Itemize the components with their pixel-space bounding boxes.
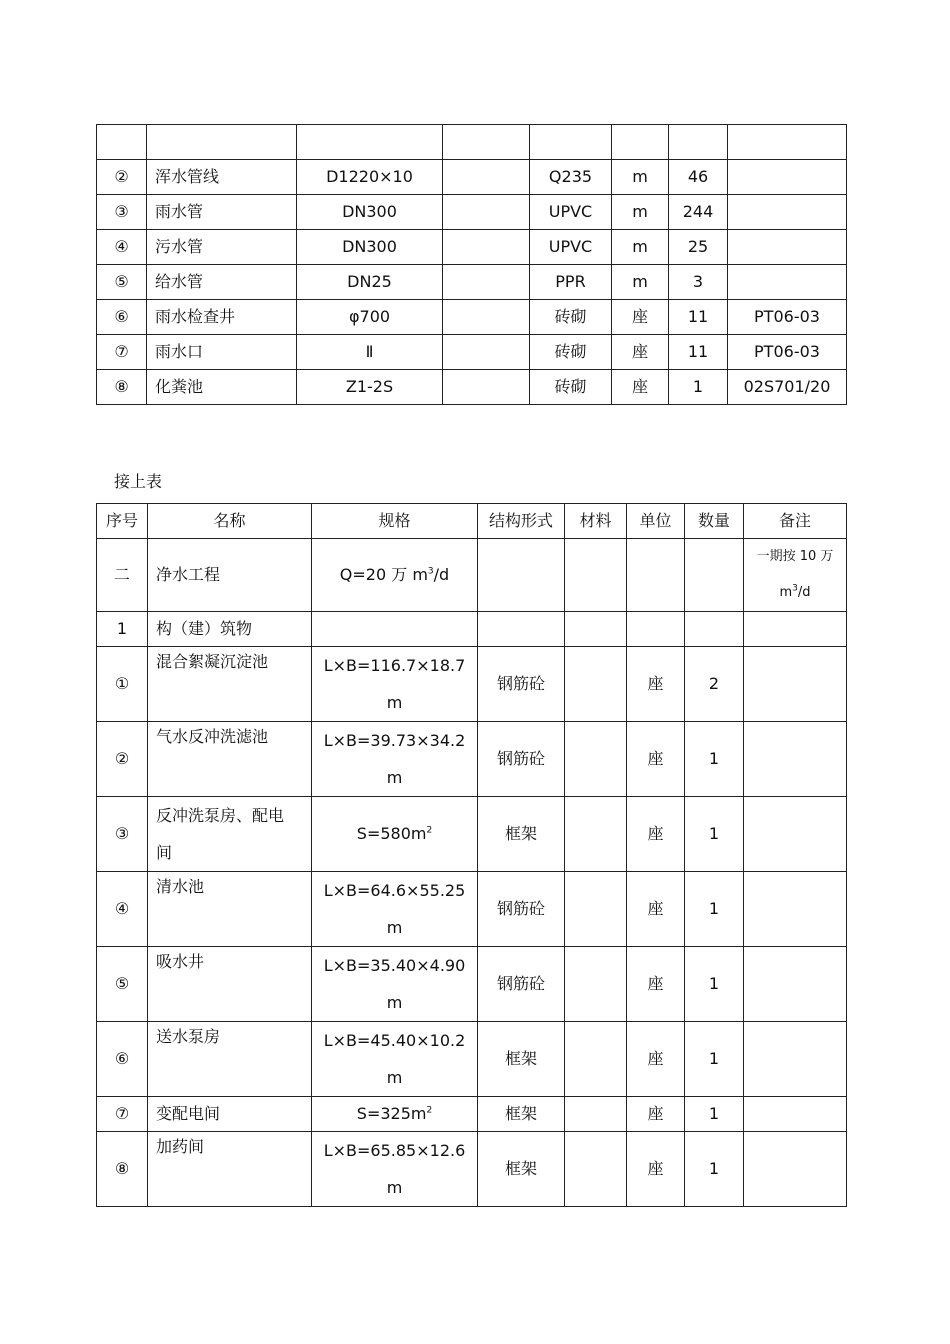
table-row	[97, 1022, 847, 1097]
section-row	[97, 539, 847, 612]
row-spec: L×B=64.6×55.25 m	[312, 872, 478, 947]
row-material: Q235	[530, 160, 612, 195]
header-spec: 规格	[312, 504, 478, 539]
row-structure: 钢筋砼	[478, 947, 565, 1022]
table-row	[97, 195, 847, 230]
row-name: 反冲洗泵房、配电 间	[148, 797, 312, 872]
section-unit	[627, 539, 685, 612]
row-spec: $S=580m^2$	[312, 797, 478, 872]
row-qty: 1	[685, 722, 744, 797]
row-qty: 1	[685, 872, 744, 947]
row-no: ④	[97, 872, 148, 947]
row-name: 变配电间	[148, 1097, 312, 1132]
row-spec: φ700	[297, 300, 443, 335]
row-spec	[297, 125, 443, 160]
row-material	[530, 125, 612, 160]
row-note	[744, 797, 847, 872]
header-name: 名称	[148, 504, 312, 539]
section-name: 净水工程	[148, 539, 312, 612]
water-purification-table	[96, 503, 847, 1207]
row-name: 雨水检查井	[147, 300, 297, 335]
row-no	[97, 125, 147, 160]
table-row	[97, 647, 847, 722]
row-structure: 钢筋砼	[478, 647, 565, 722]
row-spec: DN25	[297, 265, 443, 300]
row-unit: 座	[627, 1022, 685, 1097]
row-material	[565, 1097, 627, 1132]
row-material	[565, 722, 627, 797]
row-unit: 座	[627, 872, 685, 947]
row-spec: $S=325m^2$	[312, 1097, 478, 1132]
row-unit: 座	[612, 335, 669, 370]
table-row	[97, 797, 847, 872]
row-material	[565, 647, 627, 722]
row-spec: L×B=45.40×10.2 m	[312, 1022, 478, 1097]
row-material: 砖砌	[530, 335, 612, 370]
row-qty: 1	[685, 1097, 744, 1132]
row-qty: 2	[685, 647, 744, 722]
row-qty: 1	[685, 947, 744, 1022]
row-spec: L×B=35.40×4.90 m	[312, 947, 478, 1022]
row-note	[728, 195, 847, 230]
row-spec: Z1-2S	[297, 370, 443, 405]
row-unit: 座	[627, 797, 685, 872]
row-note: 02S701/20	[728, 370, 847, 405]
row-qty: 1	[685, 1022, 744, 1097]
row-unit: 座	[627, 722, 685, 797]
table-row	[97, 947, 847, 1022]
row-note	[728, 230, 847, 265]
subsection-row	[97, 612, 847, 647]
row-structure	[443, 300, 530, 335]
row-material: 砖砌	[530, 300, 612, 335]
row-structure	[443, 195, 530, 230]
row-no: ⑤	[97, 265, 147, 300]
row-structure: 框架	[478, 1022, 565, 1097]
row-name	[147, 125, 297, 160]
table-row	[97, 1132, 847, 1207]
row-unit: m	[612, 160, 669, 195]
row-qty: 11	[669, 300, 728, 335]
row-no: ⑥	[97, 1022, 148, 1097]
table-row	[97, 300, 847, 335]
row-note	[728, 265, 847, 300]
section-material	[565, 539, 627, 612]
row-name: 清水池	[148, 872, 312, 947]
row-unit: 座	[627, 1097, 685, 1132]
row-name: 吸水井	[148, 947, 312, 1022]
table-row	[97, 265, 847, 300]
row-material: UPVC	[530, 230, 612, 265]
row-name: 雨水口	[147, 335, 297, 370]
row-spec: Ⅱ	[297, 335, 443, 370]
row-material	[565, 797, 627, 872]
row-note: PT06-03	[728, 300, 847, 335]
row-name: 雨水管	[147, 195, 297, 230]
row-unit: 座	[627, 947, 685, 1022]
row-material: PPR	[530, 265, 612, 300]
table-row	[97, 335, 847, 370]
row-qty	[669, 125, 728, 160]
row-note	[744, 1097, 847, 1132]
row-no: ⑤	[97, 947, 148, 1022]
row-structure: 框架	[478, 1097, 565, 1132]
row-unit: 座	[627, 647, 685, 722]
pipeline-table	[96, 124, 847, 405]
row-material	[565, 872, 627, 947]
row-spec: DN300	[297, 230, 443, 265]
row-no: ⑥	[97, 300, 147, 335]
row-structure	[443, 160, 530, 195]
table-row	[97, 722, 847, 797]
header-structure: 结构形式	[478, 504, 565, 539]
row-qty: 244	[669, 195, 728, 230]
row-structure: 钢筋砼	[478, 722, 565, 797]
row-no: ②	[97, 722, 148, 797]
subsection-name: 构（建）筑物	[148, 612, 312, 647]
row-material: UPVC	[530, 195, 612, 230]
row-spec: D1220×10	[297, 160, 443, 195]
row-structure	[443, 230, 530, 265]
row-structure	[443, 370, 530, 405]
header-note: 备注	[744, 504, 847, 539]
row-structure: 框架	[478, 797, 565, 872]
row-spec: L×B=65.85×12.6 m	[312, 1132, 478, 1207]
table-row	[97, 230, 847, 265]
row-name: 浑水管线	[147, 160, 297, 195]
subsection-no: 1	[97, 612, 148, 647]
row-name: 气水反冲洗滤池	[148, 722, 312, 797]
row-structure	[443, 125, 530, 160]
section-qty	[685, 539, 744, 612]
table-row	[97, 125, 847, 160]
row-name: 加药间	[148, 1132, 312, 1207]
row-note	[744, 872, 847, 947]
row-material	[565, 1132, 627, 1207]
row-qty: 46	[669, 160, 728, 195]
section-note: 一期按 10 万 $m^3/d$	[744, 539, 847, 612]
table-row	[97, 370, 847, 405]
row-qty: 11	[669, 335, 728, 370]
table-row	[97, 1097, 847, 1132]
row-qty: 1	[685, 797, 744, 872]
row-material	[565, 1022, 627, 1097]
row-no: ⑦	[97, 335, 147, 370]
row-note	[744, 1132, 847, 1207]
row-structure	[443, 335, 530, 370]
row-note	[744, 647, 847, 722]
row-no: ③	[97, 797, 148, 872]
row-name: 送水泵房	[148, 1022, 312, 1097]
row-unit: m	[612, 195, 669, 230]
row-no: ⑧	[97, 1132, 148, 1207]
row-unit: 座	[612, 370, 669, 405]
table-header-row	[97, 504, 847, 539]
row-no: ②	[97, 160, 147, 195]
row-note	[744, 722, 847, 797]
row-unit	[612, 125, 669, 160]
row-qty: 25	[669, 230, 728, 265]
section-no: 二	[97, 539, 148, 612]
row-note	[728, 125, 847, 160]
section-structure	[478, 539, 565, 612]
table-row	[97, 160, 847, 195]
row-material: 砖砌	[530, 370, 612, 405]
row-unit: m	[612, 265, 669, 300]
row-spec: DN300	[297, 195, 443, 230]
row-qty: 3	[669, 265, 728, 300]
row-no: ⑦	[97, 1097, 148, 1132]
row-no: ④	[97, 230, 147, 265]
row-unit: m	[612, 230, 669, 265]
row-qty: 1	[669, 370, 728, 405]
row-material	[565, 947, 627, 1022]
row-unit: 座	[612, 300, 669, 335]
header-no: 序号	[97, 504, 148, 539]
row-structure	[443, 265, 530, 300]
row-note	[728, 160, 847, 195]
row-no: ⑧	[97, 370, 147, 405]
row-spec: L×B=116.7×18.7 m	[312, 647, 478, 722]
section-spec: Q=20 万 $m^3/d$	[312, 539, 478, 612]
row-note: PT06-03	[728, 335, 847, 370]
header-material: 材料	[565, 504, 627, 539]
row-structure: 框架	[478, 1132, 565, 1207]
row-qty: 1	[685, 1132, 744, 1207]
row-unit: 座	[627, 1132, 685, 1207]
row-name: 污水管	[147, 230, 297, 265]
row-name: 混合絮凝沉淀池	[148, 647, 312, 722]
header-qty: 数量	[685, 504, 744, 539]
row-note	[744, 947, 847, 1022]
row-name: 给水管	[147, 265, 297, 300]
continued-table-caption: 接上表	[114, 472, 163, 491]
row-no: ①	[97, 647, 148, 722]
row-structure: 钢筋砼	[478, 872, 565, 947]
row-spec: L×B=39.73×34.2 m	[312, 722, 478, 797]
row-no: ③	[97, 195, 147, 230]
header-unit: 单位	[627, 504, 685, 539]
row-name: 化粪池	[147, 370, 297, 405]
row-note	[744, 1022, 847, 1097]
table-row	[97, 872, 847, 947]
